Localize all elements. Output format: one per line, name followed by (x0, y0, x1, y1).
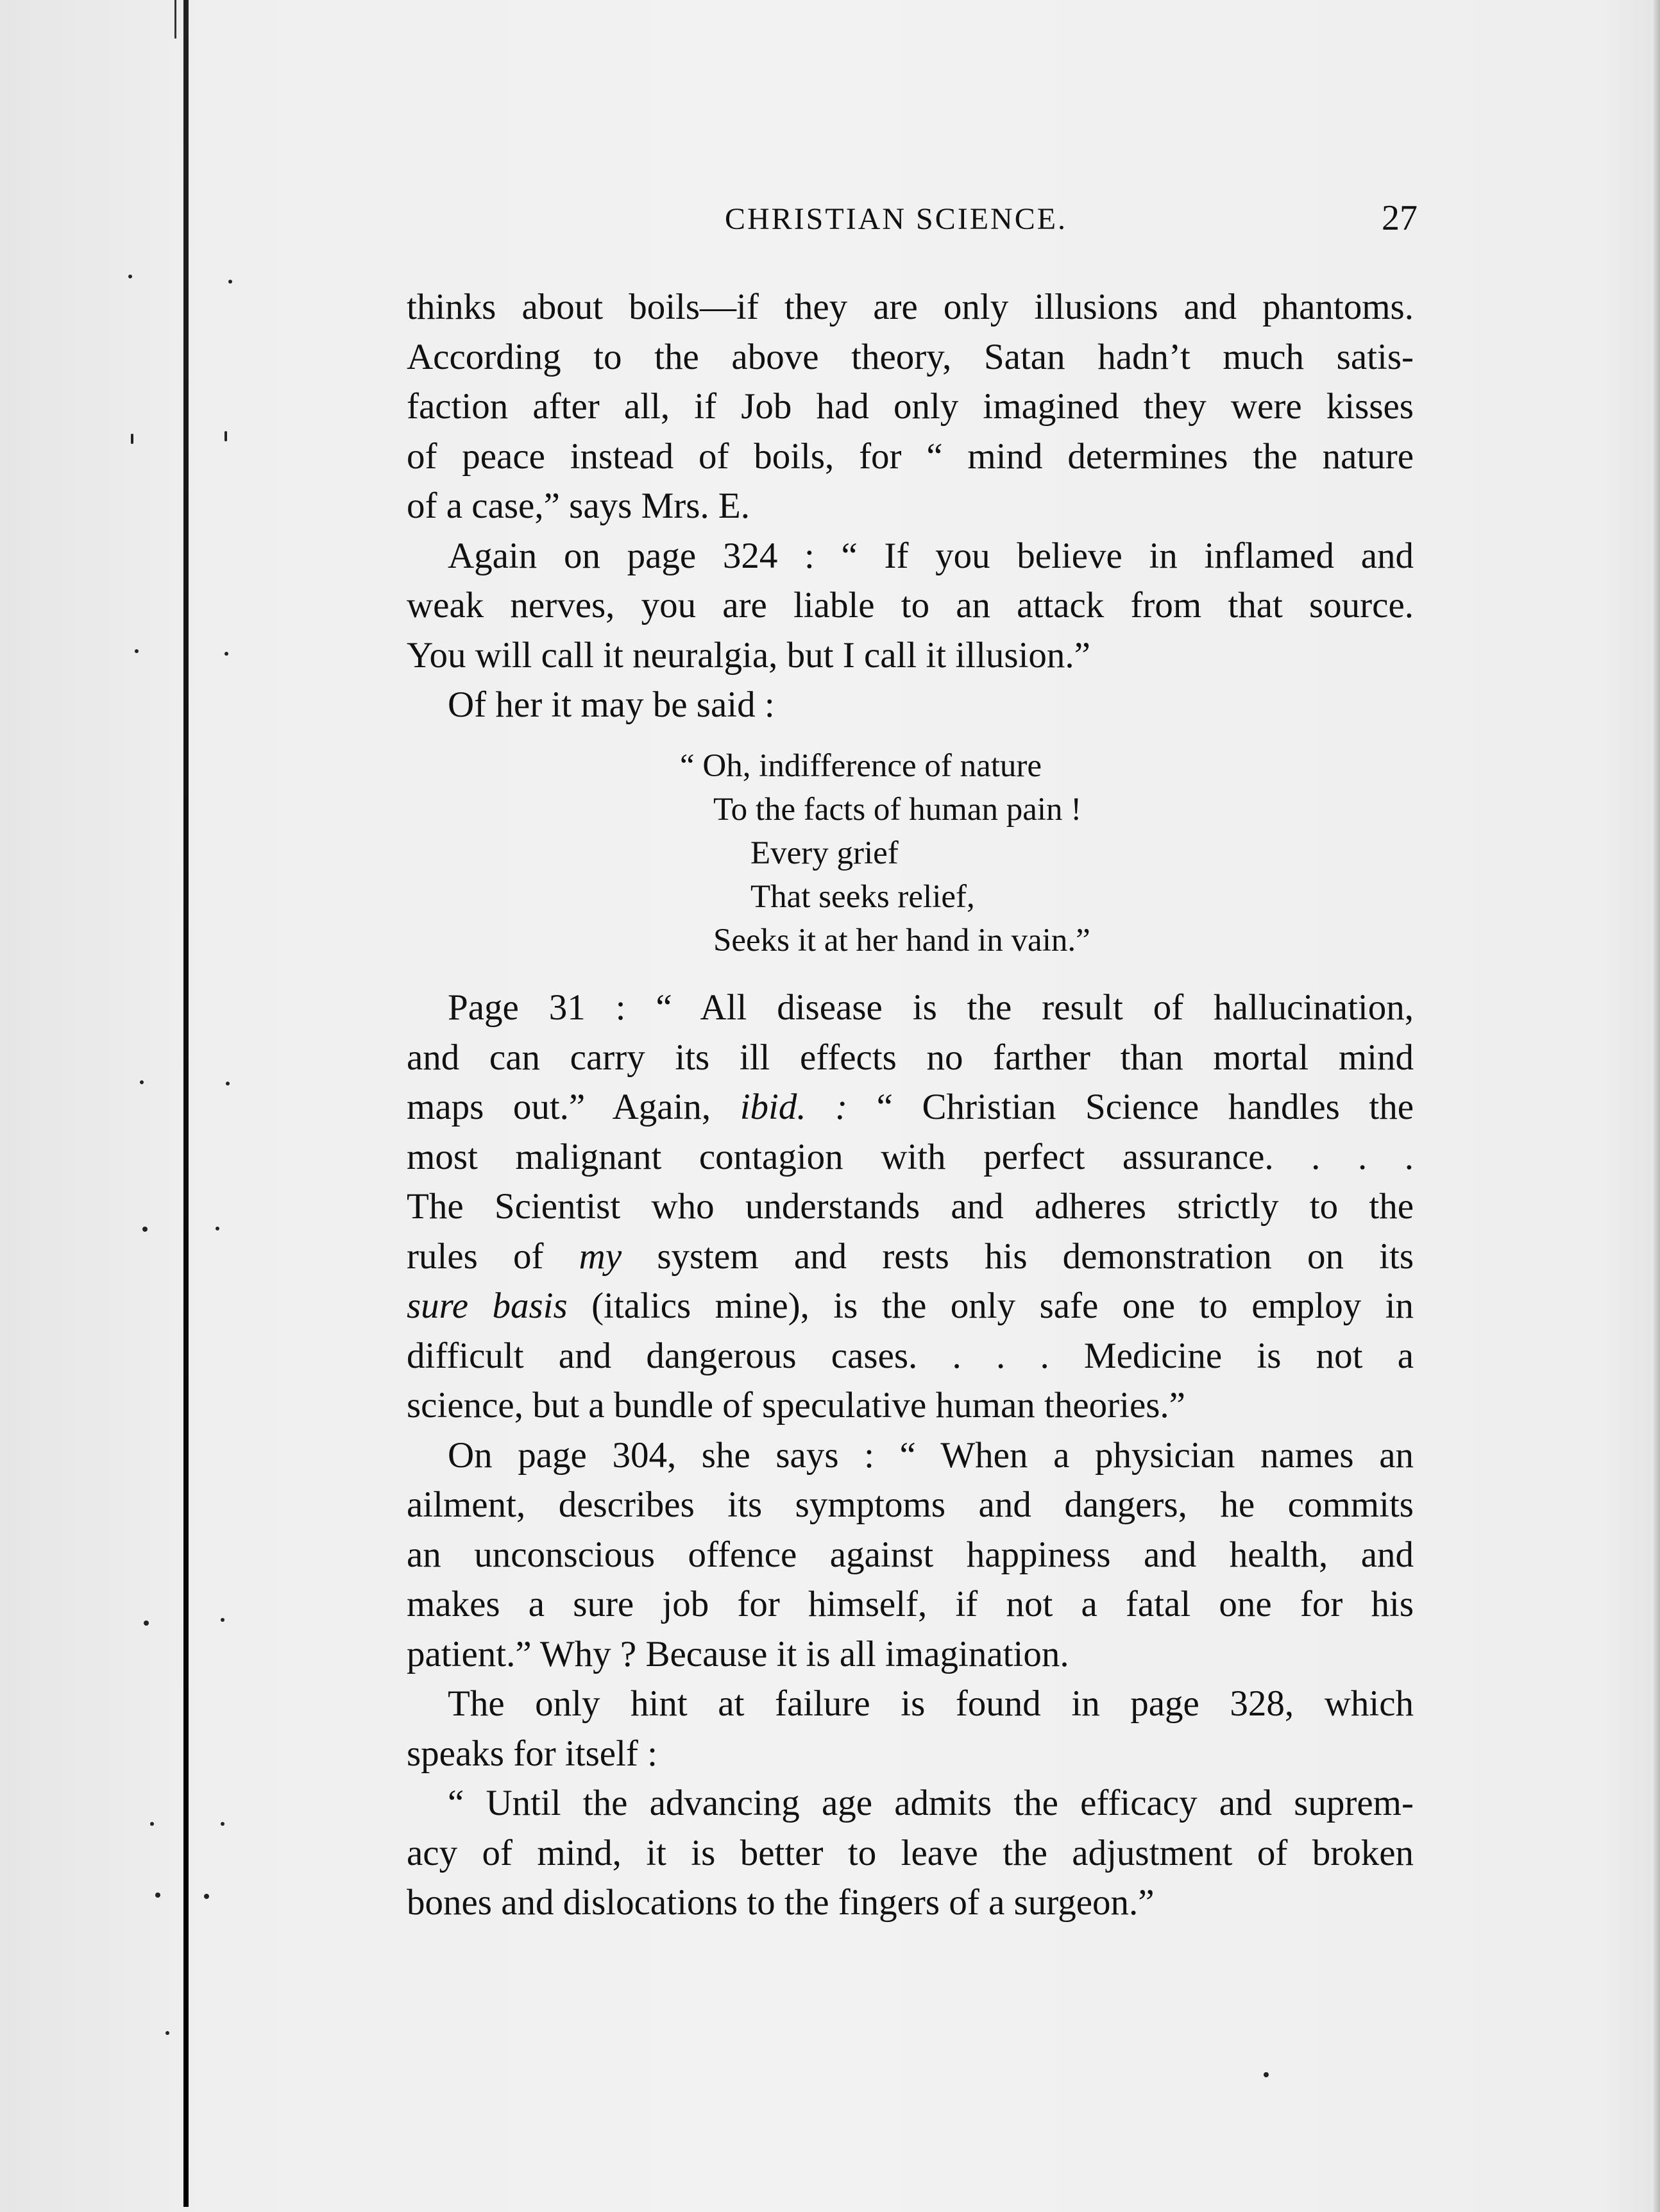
verse-line: “ Oh, indifference of nature (680, 748, 1042, 784)
scan-speck (144, 1621, 149, 1626)
text-line: and can carry its ill effects no farther than mortal mind (407, 1037, 1414, 1078)
text-line: makes a sure job for himself, if not a fatal one for his (407, 1584, 1414, 1624)
scan-speck (131, 434, 133, 444)
scan-speck (142, 1227, 148, 1232)
text-line: According to the above theory, Satan hadn’t much satis- (407, 336, 1414, 377)
verse-quotation (680, 744, 1257, 962)
text-run: maps out.” Again, (407, 1087, 711, 1127)
scan-speck (150, 1822, 154, 1826)
text-line: patient.” Why ? Because it is all imagination. (407, 1633, 1069, 1674)
scan-speck (1264, 2072, 1269, 2077)
text-line: of peace instead of boils, for “ mind determines the nature (407, 436, 1414, 477)
running-title: CHRISTIAN SCIENCE. (725, 202, 1068, 236)
scan-speck (128, 275, 132, 278)
text-line (407, 1281, 1414, 1331)
scan-speck (221, 1822, 224, 1826)
text-line: most malignant contagion with perfect assurance. . . . (407, 1136, 1414, 1177)
scan-speck (224, 431, 227, 441)
scan-speck (204, 1894, 209, 1899)
page-right-edge (1654, 0, 1660, 2212)
text-run: rules of (407, 1236, 544, 1277)
text-block-upper (407, 282, 1414, 730)
text-line: Again on page 324 : “ If you believe in inflamed and (448, 535, 1414, 576)
text-line: difficult and dangerous cases. . . . Medicine is not a (407, 1335, 1414, 1376)
text-line: On page 304, she says : “ When a physician names an (448, 1434, 1414, 1476)
text-line: science, but a bundle of speculative human theories.” (407, 1385, 1185, 1425)
scan-speck (135, 649, 139, 653)
scan-speck (216, 1227, 219, 1230)
text-line (407, 1082, 1414, 1132)
text-run: (italics mine), is the only safe one to employ in (591, 1286, 1414, 1326)
verse-line: To the facts of human pain ! (713, 792, 1082, 828)
text-line: “ Until the advancing age admits the efficacy and suprem- (448, 1783, 1414, 1823)
text-line: acy of mind, it is better to leave the adjustment of broken (407, 1832, 1414, 1873)
text-line: speaks for itself : (407, 1733, 657, 1774)
text-line: of a case,” says Mrs. E. (407, 486, 750, 526)
text-line: Of her it may be said : (448, 685, 775, 725)
scan-speck (221, 1618, 224, 1622)
text-block-lower (407, 983, 1414, 1928)
italic-run: ibid. : (740, 1087, 848, 1127)
text-run: “ Christian Science handles the (876, 1087, 1414, 1127)
text-line: ailment, describes its symptoms and dangers, he commits (407, 1485, 1414, 1525)
italic-run: my (579, 1236, 622, 1277)
scan-speck (140, 1080, 144, 1084)
scan-speck (224, 652, 228, 656)
binding-edge (183, 0, 189, 2207)
verse-line: Seeks it at her hand in vain.” (713, 923, 1090, 958)
text-line: thinks about boils—if they are only illusions and phantoms. (407, 287, 1414, 327)
text-line: The Scientist who understands and adheres strictly to the (407, 1186, 1414, 1227)
binding-edge-top (174, 0, 176, 38)
scan-speck (228, 280, 232, 284)
scan-speck (165, 2031, 169, 2035)
text-line: an unconscious offence against happiness and health, and (407, 1534, 1414, 1575)
verse-line: Every grief (750, 835, 899, 871)
text-line (407, 1232, 1414, 1282)
text-line: weak nerves, you are liable to an attack from that source. (407, 585, 1414, 625)
text-line: You will call it neuralgia, but I call it illusion.” (407, 634, 1090, 676)
scan-speck (226, 1082, 230, 1085)
page-number: 27 (1382, 198, 1418, 238)
text-line: bones and dislocations to the fingers of a surgeon.” (407, 1882, 1155, 1923)
page-header (725, 198, 1418, 240)
italic-run: sure basis (407, 1286, 568, 1326)
text-line: The only hint at failure is found in page 328, which (448, 1683, 1414, 1724)
text-run: system and rests his demonstration on its (657, 1236, 1414, 1277)
scan-speck (155, 1893, 160, 1898)
text-line: Page 31 : “ All disease is the result of hallucination, (448, 987, 1414, 1028)
text-line: faction after all, if Job had only imagined they were kisses (407, 386, 1414, 427)
verse-line: That seeks relief, (750, 879, 975, 915)
